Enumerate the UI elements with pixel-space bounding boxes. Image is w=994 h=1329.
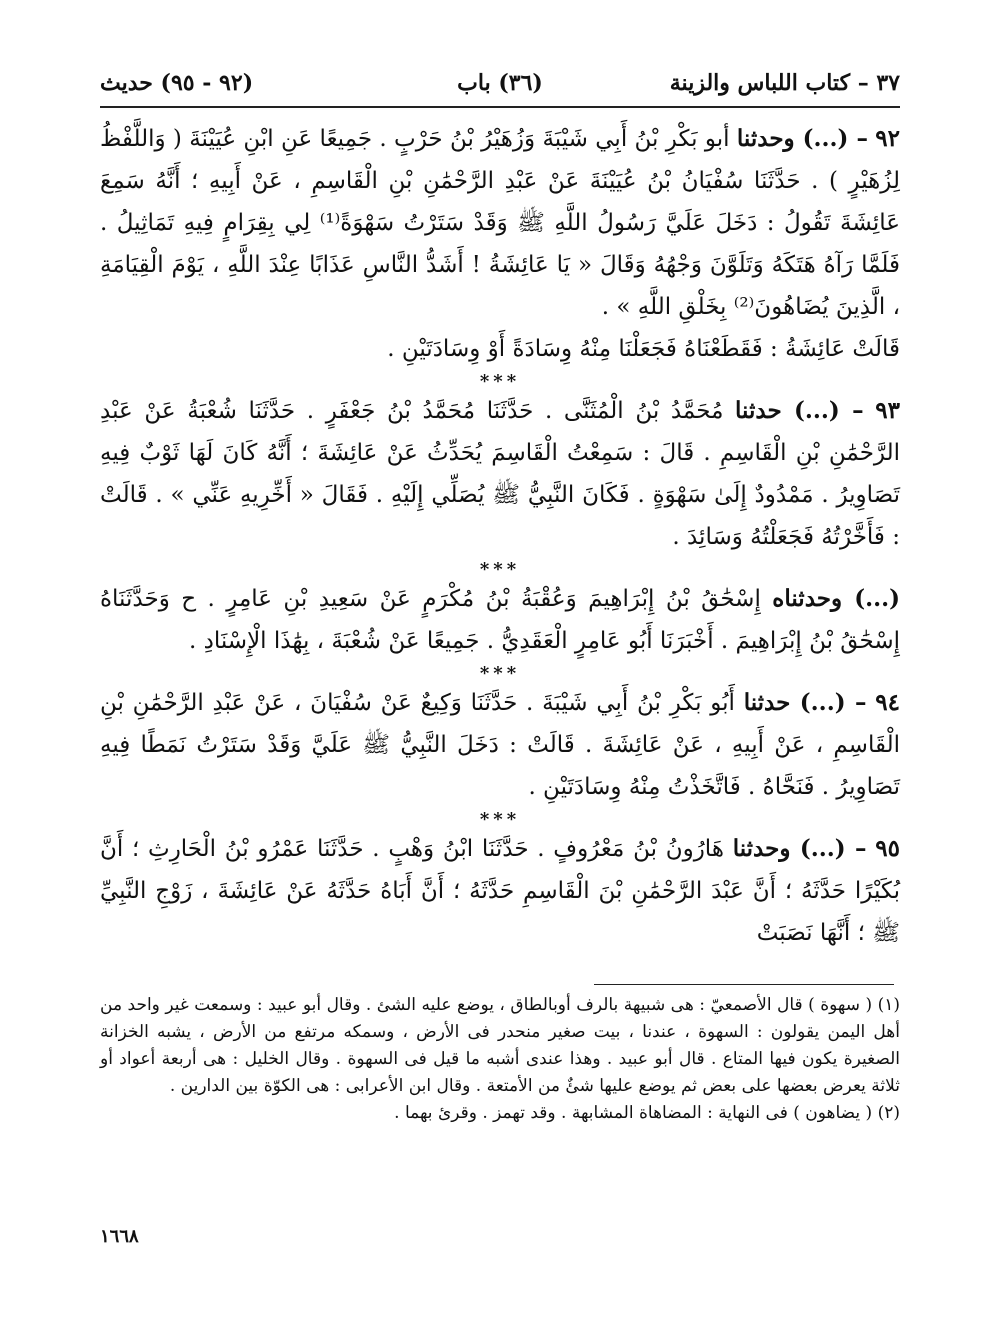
section-separator: *** (479, 559, 521, 580)
footnote-rule (594, 984, 894, 985)
hadith-lead: – (...) حدثنا (743, 689, 867, 716)
hadith-text: مُحَمَّدُ بْنُ الْمُثَنَّى . حَدَّثَنَا مُحَمَّدُ بْنُ جَعْفَرٍ . حَدَّثَنَا شُعْبَةُ عَنْ عَبْدِ الرَّحْمَٰنِ بْنِ الْقَاسِمِ . قَالَ : سَمِعْتُ الْقَاسِمَ يُحَدِّثُ عَنْ عَائِشَةَ ؛ أَنَّهُ كَانَ لَهَا ثَوْبٌ فِيهِ تَصَاوِيرُ . مَمْدُودٌ إِلَىٰ سَهْوَةٍ . فَكَانَ النَّبِيُّ ﷺ يُصَلِّي إِلَيْهِ . فَقَالَ « أَخِّرِيهِ عَنِّي » . قَالَتْ : فَأَخَّرْتُهُ فَجَعَلْتُهُ وَسَائِدَ . (100, 398, 900, 550)
hadith-93 (100, 390, 900, 558)
footnote-1: (١) ( سهوة ) قال الأصمعيّ : هى شبيهة بالرف أوبالطاق ، يوضع عليه الشئ . وقال أبو عبيد : وسمعت غير واحد من أهل اليمن يقولون : السهوة ، عندنا ، بيت صغير منحدر فى الأرض ، وسمكه مرتفع من الأرض ، يشبه الخزانة الصغيرة يكون فيها المتاع . قال أبو عبيد . وهذا عندى أشبه ما قيل فى السهوة . وقال الخليل : هى أربعة أعواد أو ثلاثة يعرض بعضها على بعض ثم يوضع عليها شئٌ من الأمتعة . وقال ابن الأعرابى : هى الكوّة بين الدارين . (100, 995, 900, 1096)
hadith-number: ٩٥ (875, 835, 901, 862)
header-chapter: (٣٦) باب (457, 70, 543, 96)
hadith-92-continuation (100, 328, 900, 370)
hadith-lead: – (...) وحدثنا (736, 125, 868, 152)
hadith-95 (100, 828, 900, 954)
running-header (100, 66, 900, 106)
hadith-text: هَارُونُ بْنُ مَعْرُوفٍ . حَدَّثَنَا ابْنُ وَهْبٍ . حَدَّثَنَا عَمْرُو بْنُ الْحَارِثِ ؛ أَنَّ بُكَيْرًا حَدَّثَهُ ؛ أَنَّ عَبْدَ الرَّحْمَٰنِ بْنَ الْقَاسِمِ حَدَّثَهُ ؛ أَنَّ أَبَاهُ حَدَّثَهُ عَنْ عَائِشَةَ ، زَوْجِ النَّبِيِّ ﷺ ؛ أَنَّهَا نَصَبَتْ (100, 836, 900, 946)
hadith-number: ٩٤ (875, 689, 901, 716)
section-separator: *** (479, 371, 521, 392)
header-book-title: ٣٧ – كتاب اللباس والزينة (669, 70, 900, 96)
hadith-92 (100, 118, 900, 328)
page-number: ١٦٦٨ (100, 1226, 139, 1247)
footnote-2: (٢) ( يضاهون ) فى النهاية : المضاهاة المشابهة . وقد تهمز . وقرئ بهما . (394, 1103, 900, 1123)
footnotes (100, 992, 900, 1127)
hadith-lead: – (...) وحدثنا (732, 835, 867, 862)
hadith-number: ٩٢ (875, 125, 900, 152)
header-hadith-range: (٩٢ - ٩٥) حديث (100, 70, 254, 96)
hadith-text: أَبُو بَكْرِ بْنُ أَبِي شَيْبَةَ . حَدَّثَنَا وَكِيعٌ عَنْ سُفْيَانَ ، عَنْ عَبْدِ الرَّحْمَٰنِ بْنِ الْقَاسِمِ ، عَنْ أَبِيهِ ، عَنْ عَائِشَةَ . قَالَتْ : دَخَلَ النَّبِيُّ ﷺ عَلَيَّ وَقَدْ سَتَرْتُ نَمَطًا فِيهِ تَصَاوِيرُ . فَنَحَّاهُ . فَاتَّخَذْتُ مِنْهُ وِسَادَتَيْنِ . (100, 690, 900, 800)
hadith-lead: – (...) حدثنا (735, 397, 864, 424)
hadith-text: إِسْحَٰقُ بْنُ إِبْرَاهِيمَ وَعُقْبَةُ بْنُ مُكْرَمٍ عَنْ سَعِيدِ بْنِ عَامِرٍ . ح وَحَدَّثَنَاهُ إِسْحَٰقُ بْنُ إِبْرَاهِيمَ . أَخْبَرَنَا أَبُو عَامِرٍ الْعَقَدِيُّ . جَمِيعًا عَنْ شُعْبَةَ ، بِهَٰذَا الْإِسْنَادِ . (100, 586, 900, 654)
section-separator: *** (479, 809, 521, 830)
header-rule (100, 106, 900, 108)
hadith-93-chain (100, 578, 900, 662)
hadith-text: أبو بَكْرِ بْنُ أَبِي شَيْبَةَ وَزُهَيْرُ بْنُ حَرْبٍ . جَمِيعًا عَنِ ابْنِ عُيَيْنَةَ ( وَاللَّفْظُ لِزُهَيْرٍ ) . حَدَّثَنَا سُفْيَانُ بْنُ عُيَيْنَةَ عَنْ عَبْدِ الرَّحْمَٰنِ بْنِ الْقَاسِمِ ، عَنْ أَبِيهِ ؛ أَنَّهُ سَمِعَ عَائِشَةَ تَقُولُ : دَخَلَ عَلَيَّ رَسُولُ اللَّهِ ﷺ وَقَدْ سَتَرْتُ سَهْوَةً⁽¹⁾ لِي بِقِرَامٍ فِيهِ تَمَاثِيلُ . فَلَمَّا رَآهُ هَتَكَهُ وَتَلَوَّنَ وَجْهُهُ وَقَالَ « يَا عَائِشَةُ ! أَشَدُّ النَّاسِ عَذَابًا عِنْدَ اللَّهِ ، يَوْمَ الْقِيَامَةِ ، الَّذِينَ يُضَاهُونَ⁽²⁾ بِخَلْقِ اللَّهِ » . (100, 126, 900, 320)
hadith-lead: (...) وحدثناه (772, 585, 901, 612)
hadith-94 (100, 682, 900, 808)
section-separator: *** (479, 663, 521, 684)
main-text (100, 118, 900, 954)
hadith-text: قَالَتْ عَائِشَةُ : فَقَطَعْنَاهُ فَجَعَلْنَا مِنْهُ وِسَادَةً أَوْ وِسَادَتَيْنِ . (387, 336, 900, 362)
hadith-number: ٩٣ (875, 397, 900, 424)
